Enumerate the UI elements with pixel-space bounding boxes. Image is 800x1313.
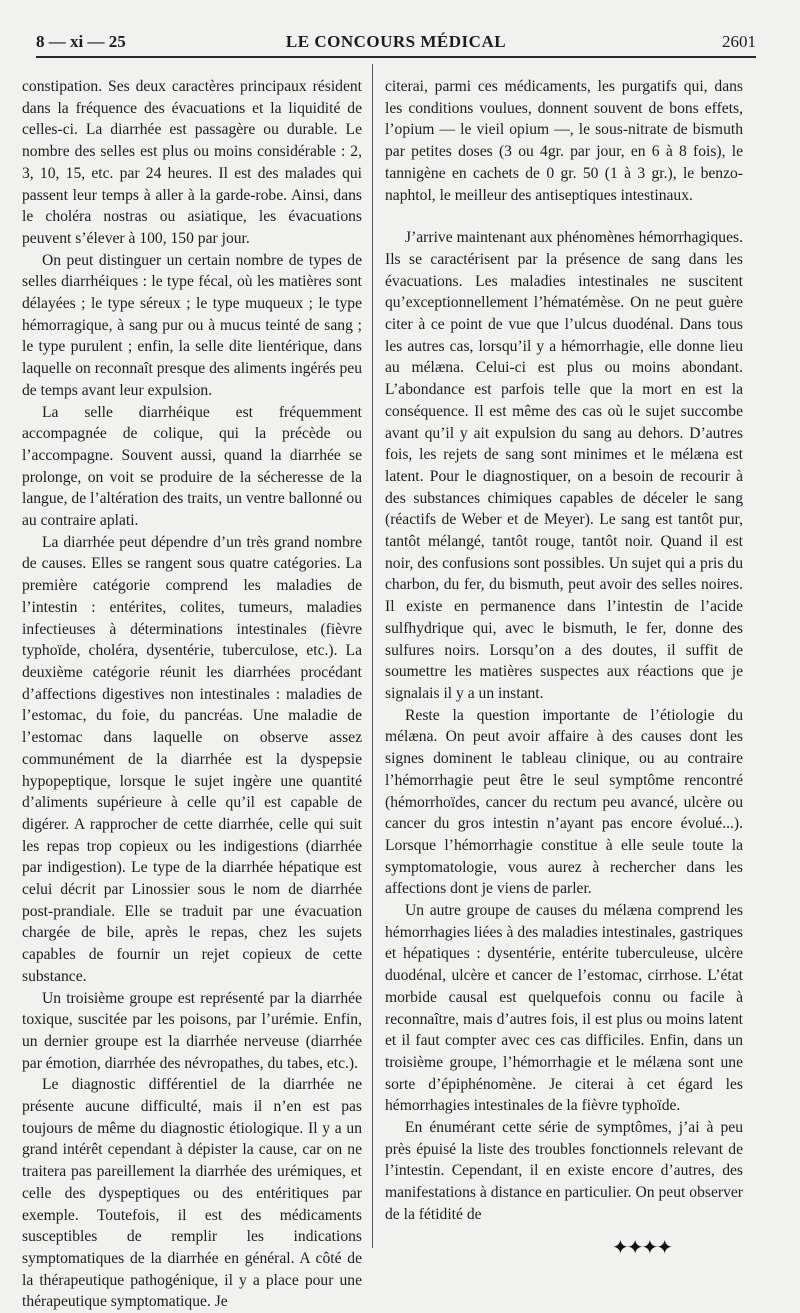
paragraph: constipation. Ses deux caractères principaux résident dans la fréquence des évacuations et la liquidité de celles-ci. La diarrhée est passagère ou durable. Le nombre des selles est plus ou moins considérable : 2, 3, 10, 15, etc. par 24 heures. Il est des malades qui passent leur temps à aller à la garde-robe. Ainsi, dans le choléra nostras ou asiatique, les évacuations peuvent s’élever à 100, 150 par jour. (22, 78, 362, 247)
paragraph: On peut distinguer un certain nombre de types de selles diarrhéiques : le type fécal, où les matières sont délayées ; le type séreux ; le type muqueux ; le type hémorragique, à sang pur ou à mucus teinté de sang ; le type purulent ; enfin, la selle dite lientérique, dans laquelle on reconnaît presque des aliments ingérés peu de temps avant leur expulsion. (22, 251, 362, 399)
page-number: 2601 (722, 32, 756, 51)
right-column (385, 76, 743, 1226)
paragraph: Un troisième groupe est représenté par la diarrhée toxique, suscitée par les poisons, par l’urémie. Enfin, un dernier groupe est la diarrhée nerveuse (diarrhée par émotion, diarrhée des névropathes, du tabes, etc.). (22, 989, 362, 1072)
paragraph: En énumérant cette série de symptômes, j’ai à peu près épuisé la liste des troubles fonctionnels relevant de l’intestin. Cependant, il en existe encore d’autres, des manifestations à distance en particulier. On peut observer de la fétidité de (385, 1119, 743, 1223)
paragraph: Un autre groupe de causes du mélæna comprend les hémorrhagies liées à des maladies intestinales, gastriques et hépatiques : dysentérie, entérite tuberculeuse, ulcère duodénal, ulcère et cancer de l’estomac, cirrhose. L’état morbide causal est quelquefois connu ou facile à reconnaître, mais d’autres fois, il est plus ou moins latent et il faut compter avec ces cas difficiles. Enfin, dans un troisième groupe, l’hémorrhagie et le mélæna sont une sorte d’épiphénomène. Je citerai à cet égard les hémorrhagies intestinales de la fièvre typhoïde. (385, 902, 743, 1115)
paragraph: La diarrhée peut dépendre d’un très grand nombre de causes. Elles se rangent sous quatre catégories. La première catégorie comprend les maladies de l’intestin : entérites, colites, tumeurs, maladies infectieuses à déterminations intestinales (fièvre typhoïde, choléra, dysentérie, tuberculose, etc.). La deuxième catégorie réunit les diarrhées procédant d’affections digestives non intestinales : maladies de l’estomac, du foie, du pancréas. Une maladie de l’estomac dans laquelle on observe assez communément de la diarrhée est la dyspepsie hypopeptique, lorsque le sujet ingère une quantité d’aliments supérieure à celle qu’il est capable de digérer. A rapprocher de cette diarrhée, celle qui suit les repas trop copieux ou les indigestions (diarrhée par indigestion). Le type de la diarrhée hépatique est celui décrit par Linossier sous le nom de diarrhée post-prandiale. Elle se traduit par une évacuation chargée de bile, après le repas, chez les sujets capables de fournir un rejet copieux de cette substance. (22, 533, 362, 985)
paragraph: J’arrive maintenant aux phénomènes hémorrhagiques. Ils se caractérisent par la présence de sang dans les évacuations. Les maladies intestinales ne suscitent qu’exceptionnellement l’hématémèse. On ne peut guère citer à ce point de vue que l’ulcus duodénal. Dans tous les autres cas, lorsqu’il y a hémorrhagie, elle donne lieu au mélæna. Celui-ci est plus ou moins abondant. L’abondance est parfois telle que la mort en est la conséquence. Il est même des cas où le sujet succombe avant qu’il y ait expulsion du sang au dehors. D’autres fois, les rejets de sang sont minimes et le mélæna est latent. Pour le diagnostiquer, on a besoin de recourir à des substances chimiques capables de déceler le sang (réactifs de Weber et de Meyer). Le sang est tantôt pur, tantôt mélangé, tantôt rouge, tantôt noir. Quand il est noir, des confusions sont possibles. Un sujet qui a pris du charbon, du fer, du bismuth, peut avoir des selles noires. Il existe en permanence dans l’intestin de l’acide sulfhydrique qui, avec le bismuth, le fer, donne des sulfures noirs. Lorsqu’on a des doutes, il suffit de soumettre les matières suspectes aux réactions que je signalais il y a un instant. (385, 229, 743, 702)
issue-date: 8 — xi — 25 (36, 32, 126, 51)
paragraph: Reste la question importante de l’étiologie du mélæna. On peut avoir affaire à des causes dont les signes dominent le tableau clinique, ou au contraire l’hémorrhagie peut être le seul symptôme rencontré (hémorrhoïdes, cancer du rectum peu avancé, ulcère ou cancer du gros intestin n’ayant pas encore évolué...). Lorsque l’hémorrhagie constitue à elle seule toute la symptomatologie, vous aurez à rechercher dans les affections dont je viens de parler. (385, 706, 743, 898)
column-divider (372, 64, 373, 1248)
page-header (36, 30, 756, 58)
paragraph: La selle diarrhéique est fréquemment accompagnée de colique, qui la précède ou l’accompagne. Souvent aussi, quand la diarrhée se prolonge, on voit se produire de la sécheresse de la langue, de l’altération des traits, un ventre ballonné ou au contraire aplati. (22, 403, 362, 530)
end-ornament: ✦✦✦✦ (612, 1235, 672, 1259)
journal-title: LE CONCOURS MÉDICAL (285, 32, 507, 51)
left-column (22, 76, 362, 1313)
paragraph: Le diagnostic différentiel de la diarrhée ne présente aucune difficulté, mais il n’en est pas toujours de même du diagnostic étiologique. Il y a un grand intérêt cependant à dépister la cause, car on ne traitera pas pareillement la diarrhée des urémiques, et celle des dyspeptiques ou des entéritiques par exemple. Toutefois, il est des médicaments susceptibles de remplir les indications symptomatiques de la diarrhée en général. A côté de la thérapeutique pathogénique, il y a place pour une thérapeutique symptomatique. Je (22, 1076, 362, 1311)
paragraph: citerai, parmi ces médicaments, les purgatifs qui, dans les conditions voulues, donnent souvent de bons effets, l’opium — le vieil opium —, le sous-nitrate de bismuth par petites doses (3 ou 4gr. par jour, en 6 à 8 fois), le tannigène en cachets de 0 gr. 50 (1 à 3 gr.), le benzo-naphtol, le meilleur des antiseptiques intestinaux. (385, 78, 743, 204)
